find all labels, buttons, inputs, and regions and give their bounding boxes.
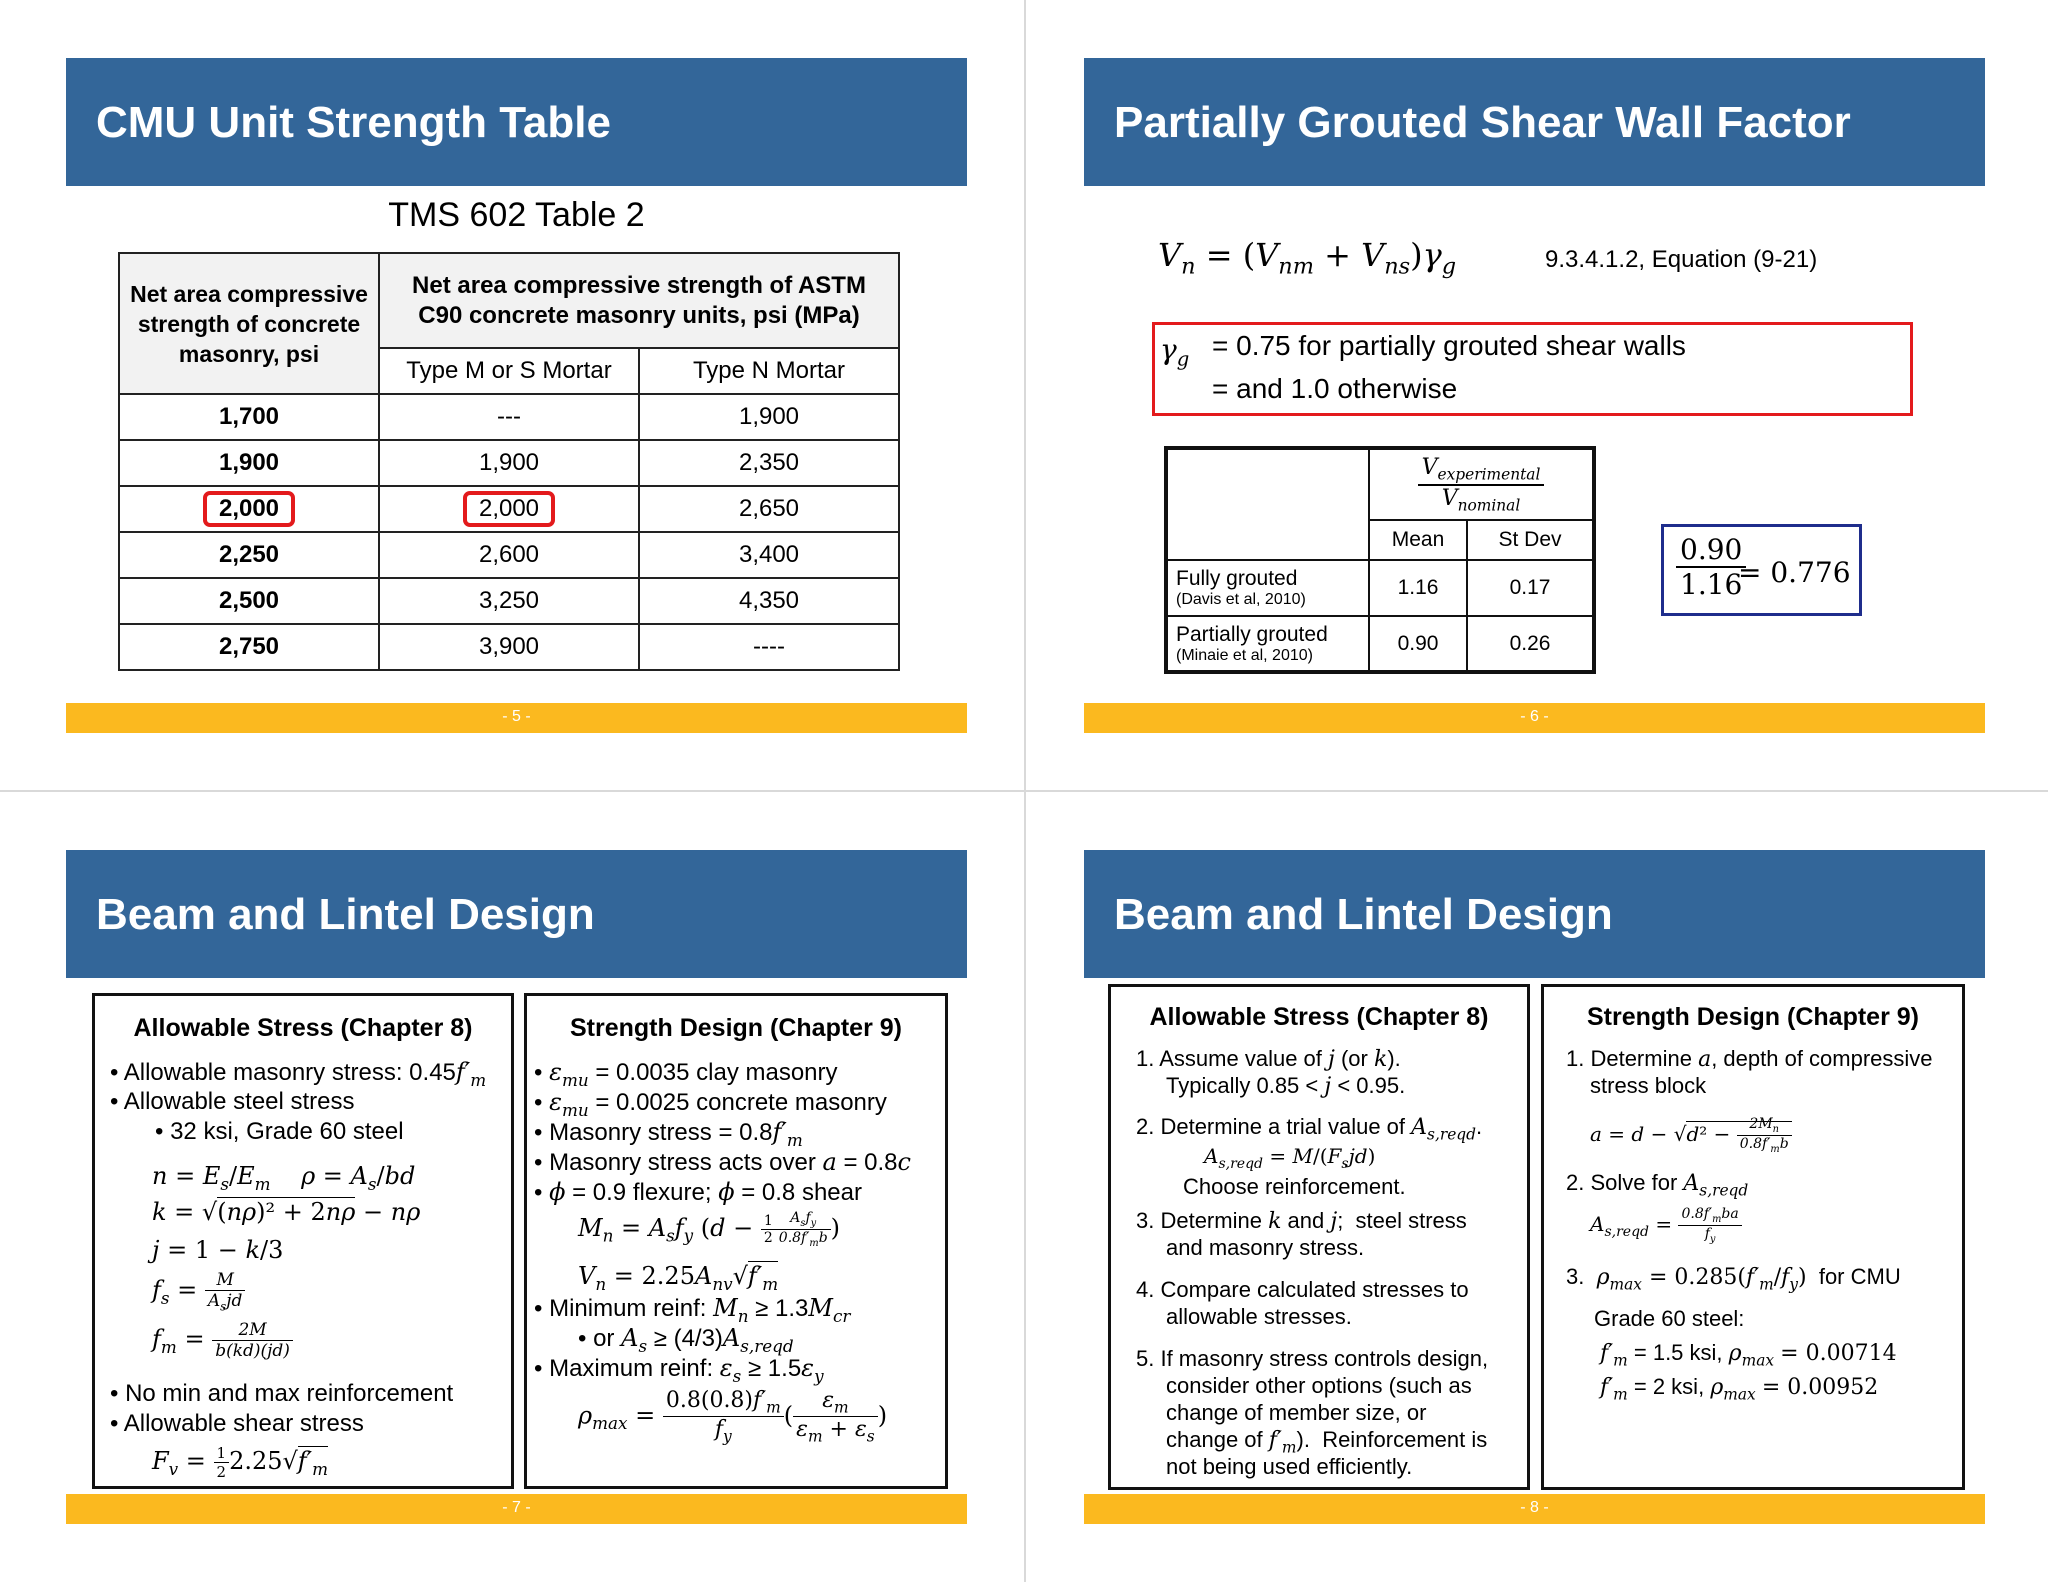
step-5-cont2: change of member size, or [1166,1400,1427,1425]
eq-rho-max: $\rho_{max}$ = $\frac{0.8(0.8)f'_m}{f_y}$ ( $\frac{\varepsilon_m}{\varepsilon_m + \varepsilon_s}$ ) [578,1388,888,1446]
cell: 0.26 [1467,616,1594,672]
sd-step-2: 2. Solve for $A_{s,reqd}$ [1566,1170,1749,1200]
sd-step-1: 1. Determine a, depth of compressive [1566,1046,1933,1072]
box-heading: Allowable Stress (Chapter 8) [1149,1003,1489,1031]
table-row [1166,616,1594,672]
table-row [119,578,899,624]
eq-n-rho: $n = E_s/E_m$ $\rho = A_s/bd$ [152,1162,416,1194]
cell: 2,500 [119,578,379,624]
bullet-steel-stress: • Allowable steel stress [110,1088,355,1115]
cell: 3,250 [379,578,639,624]
page-number: - 8 - [1520,1499,1549,1516]
table-row [119,532,899,578]
step-5-cont4: not being used efficiently. [1166,1454,1413,1479]
cell [379,486,639,532]
slide-5-header [66,58,967,186]
eq-mn: $M_n = A_sf_y$ (d − $\frac{1}{2}$ $\frac{A_sf_y}{0.8f'_mb}$ ) [578,1210,841,1249]
step-2: 2. Determine a trial value of $A_{s,reqd}$. [1136,1114,1483,1144]
page-number: - 6 - [1520,708,1549,725]
shear-equation: $V_n = (V_{nm} + V_{ns})\gamma_g$ [1158,236,1457,280]
table-row [119,486,899,532]
row-label: Partially grouted (Minaie et al, 2010) [1166,616,1369,672]
step-3-cont: and masonry stress. [1166,1235,1365,1260]
slide-8-footer [1084,1494,1985,1524]
bullet-masonry-stress-sd: • Masonry stress = $0.8f'_m$ [534,1118,803,1150]
eq-k: k = √(nρ)² + 2nρ − nρ [152,1198,421,1226]
gamma-value-1: = 0.75 for partially grouted shear walls [1212,330,1686,361]
step-4-cont: allowable stresses. [1166,1304,1352,1329]
table-row [1166,560,1594,616]
bullet-no-min-max: • No min and max reinforcement [110,1380,454,1407]
slide-5-footer [66,703,967,733]
step-1-range: Typically 0.85 < j < 0.95. [1166,1073,1406,1099]
ratio-result: = 0.776 [1738,556,1851,589]
shear-ratio-table [1164,446,1596,674]
cell: 3,900 [379,624,639,670]
page-number: - 7 - [502,1499,531,1516]
sd-step-3: 3. $\rho_{max} = 0.285(f'_m/f_y)$ for CMU [1566,1264,1901,1294]
cell: ---- [639,624,899,670]
slide-8-title: Beam and Lintel Design [1114,890,1613,939]
sd-step-1-cont: stress block [1590,1073,1707,1098]
cell: 1,900 [119,440,379,486]
slide-7-header [66,850,967,978]
subheader-m-s-mortar: Type M or S Mortar [379,348,639,394]
cell: 3,400 [639,532,899,578]
equation-reference: 9.3.4.1.2, Equation (9-21) [1545,246,1818,273]
table-row [119,624,899,670]
cell: --- [379,394,639,440]
bullet-shear-stress: • Allowable shear stress [110,1410,364,1437]
row-label: Fully grouted (Davis et al, 2010) [1166,560,1369,616]
box-heading: Allowable Stress (Chapter 8) [133,1014,473,1042]
slide-6-header [1084,58,1985,186]
gamma-symbol: $\gamma_g$ [1160,333,1190,371]
step-5-cont3: change of $f'_m$). Reinforcement is [1166,1427,1488,1457]
slide-5 [0,0,1024,790]
stdev-header: St Dev [1467,520,1594,560]
sd-step-3-grade: Grade 60 steel: [1594,1306,1745,1331]
gamma-value-2: = and 1.0 otherwise [1212,373,1458,404]
bullet-emu-clay: • $\varepsilon_{mu} = 0.0035$ clay masonry [534,1058,838,1090]
eq-j: j = 1 − k/3 [152,1236,284,1264]
ratio-fraction: 0.90 1.16 [1676,533,1746,601]
slide-6-footer [1084,703,1985,733]
cell: 0.17 [1467,560,1594,616]
step-4: 4. Compare calculated stresses to [1136,1277,1469,1302]
table-caption: TMS 602 Table 2 [388,196,645,234]
mean-header: Mean [1369,520,1467,560]
cell: 1,900 [639,394,899,440]
bullet-phi: • ϕ = 0.9 flexure; ϕ = 0.8 shear [534,1178,862,1206]
step-3: 3. Determine k and j; steel stress [1136,1208,1467,1234]
page-number: - 5 - [502,708,531,725]
slide-7-footer [66,1494,967,1524]
cell: 4,350 [639,578,899,624]
bullet-min-reinf: • Minimum reinf: $M_n \ge 1.3M_{cr}$ [534,1294,851,1326]
cell: 1,900 [379,440,639,486]
eq-fv: $F_v$ = $\frac{1}{2}$ $2.25√f'_m$ [152,1444,329,1481]
bullet-emu-concrete: • $\varepsilon_{mu} = 0.0025$ concrete masonry [534,1088,887,1120]
cell: 1,700 [119,394,379,440]
eq-as-reqd: $A_{s,reqd} = M/(F_sjd)$ [1204,1144,1376,1172]
step-1: 1. Assume value of j (or k). [1136,1046,1401,1072]
slide-7-title: Beam and Lintel Design [96,890,595,939]
slide-8-header [1084,850,1985,978]
cell: 2,350 [639,440,899,486]
eq-fm: $f_m$ = $\frac{2M}{b(kd)(jd)}$ [152,1320,293,1361]
slide-6-title: Partially Grouted Shear Wall Factor [1114,98,1851,147]
slide-5-title: CMU Unit Strength Table [96,98,611,147]
bullet-max-reinf: • Maximum reinf: $\varepsilon_s \ge 1.5\varepsilon_y$ [534,1354,824,1386]
step-5-cont1: consider other options (such as [1166,1373,1472,1398]
bullet-steel-grade: • 32 ksi, Grade 60 steel [155,1118,404,1145]
table-row [119,394,899,440]
cell: 1.16 [1369,560,1467,616]
cell [119,486,379,532]
highlight-box: 2,000 [463,491,555,527]
col2-header: Net area compressive strength of ASTM C90 concrete masonry units, psi (MPa) [379,253,899,348]
step-5: 5. If masonry stress controls design, [1136,1346,1489,1371]
cell: 2,250 [119,532,379,578]
cell: 2,600 [379,532,639,578]
box-heading: Strength Design (Chapter 9) [570,1014,902,1042]
subheader-n-mortar: Type N Mortar [639,348,899,394]
eq-fs: $f_s$ = $\frac{M}{A_sjd}$ [152,1270,245,1313]
table-row [119,440,899,486]
col1-header: Net area compressive strength of concrete masonry, psi [119,253,379,394]
blank-header [1166,448,1369,560]
sd-fm-15: $f'_m = 1.5$ ksi, $\rho_{max} = 0.00714$ [1600,1340,1897,1370]
cmu-strength-table [118,252,900,671]
bullet-masonry-stress: • Allowable masonry stress: $0.45f'_m$ [110,1058,487,1090]
cell: 2,750 [119,624,379,670]
bullet-stress-block: • Masonry stress acts over a = 0.8c [534,1148,911,1176]
step-2-choose: Choose reinforcement. [1183,1174,1406,1199]
cell: 0.90 [1369,616,1467,672]
box-heading: Strength Design (Chapter 9) [1587,1003,1919,1031]
highlight-box: 2,000 [203,491,295,527]
eq-as-reqd-sd: $A_{s,reqd}$ = $\frac{0.8f'_mba}{f_y}$ [1590,1206,1742,1245]
eq-a: a = d − √d² − $\frac{2M_n}{0.8f'_mb}$ [1590,1116,1792,1155]
eq-vn: $V_n = 2.25A_{nv}√f'_m$ [578,1262,779,1294]
bullet-min-reinf-alt: • or $A_s \ge (4/3)A_{s,reqd}$ [578,1324,794,1356]
ratio-header: $V_{experimental}$ $V_{nominal}$ [1369,448,1594,520]
sd-fm-2: $f'_m = 2$ ksi, $\rho_{max} = 0.00952$ [1600,1374,1879,1404]
cell: 2,650 [639,486,899,532]
